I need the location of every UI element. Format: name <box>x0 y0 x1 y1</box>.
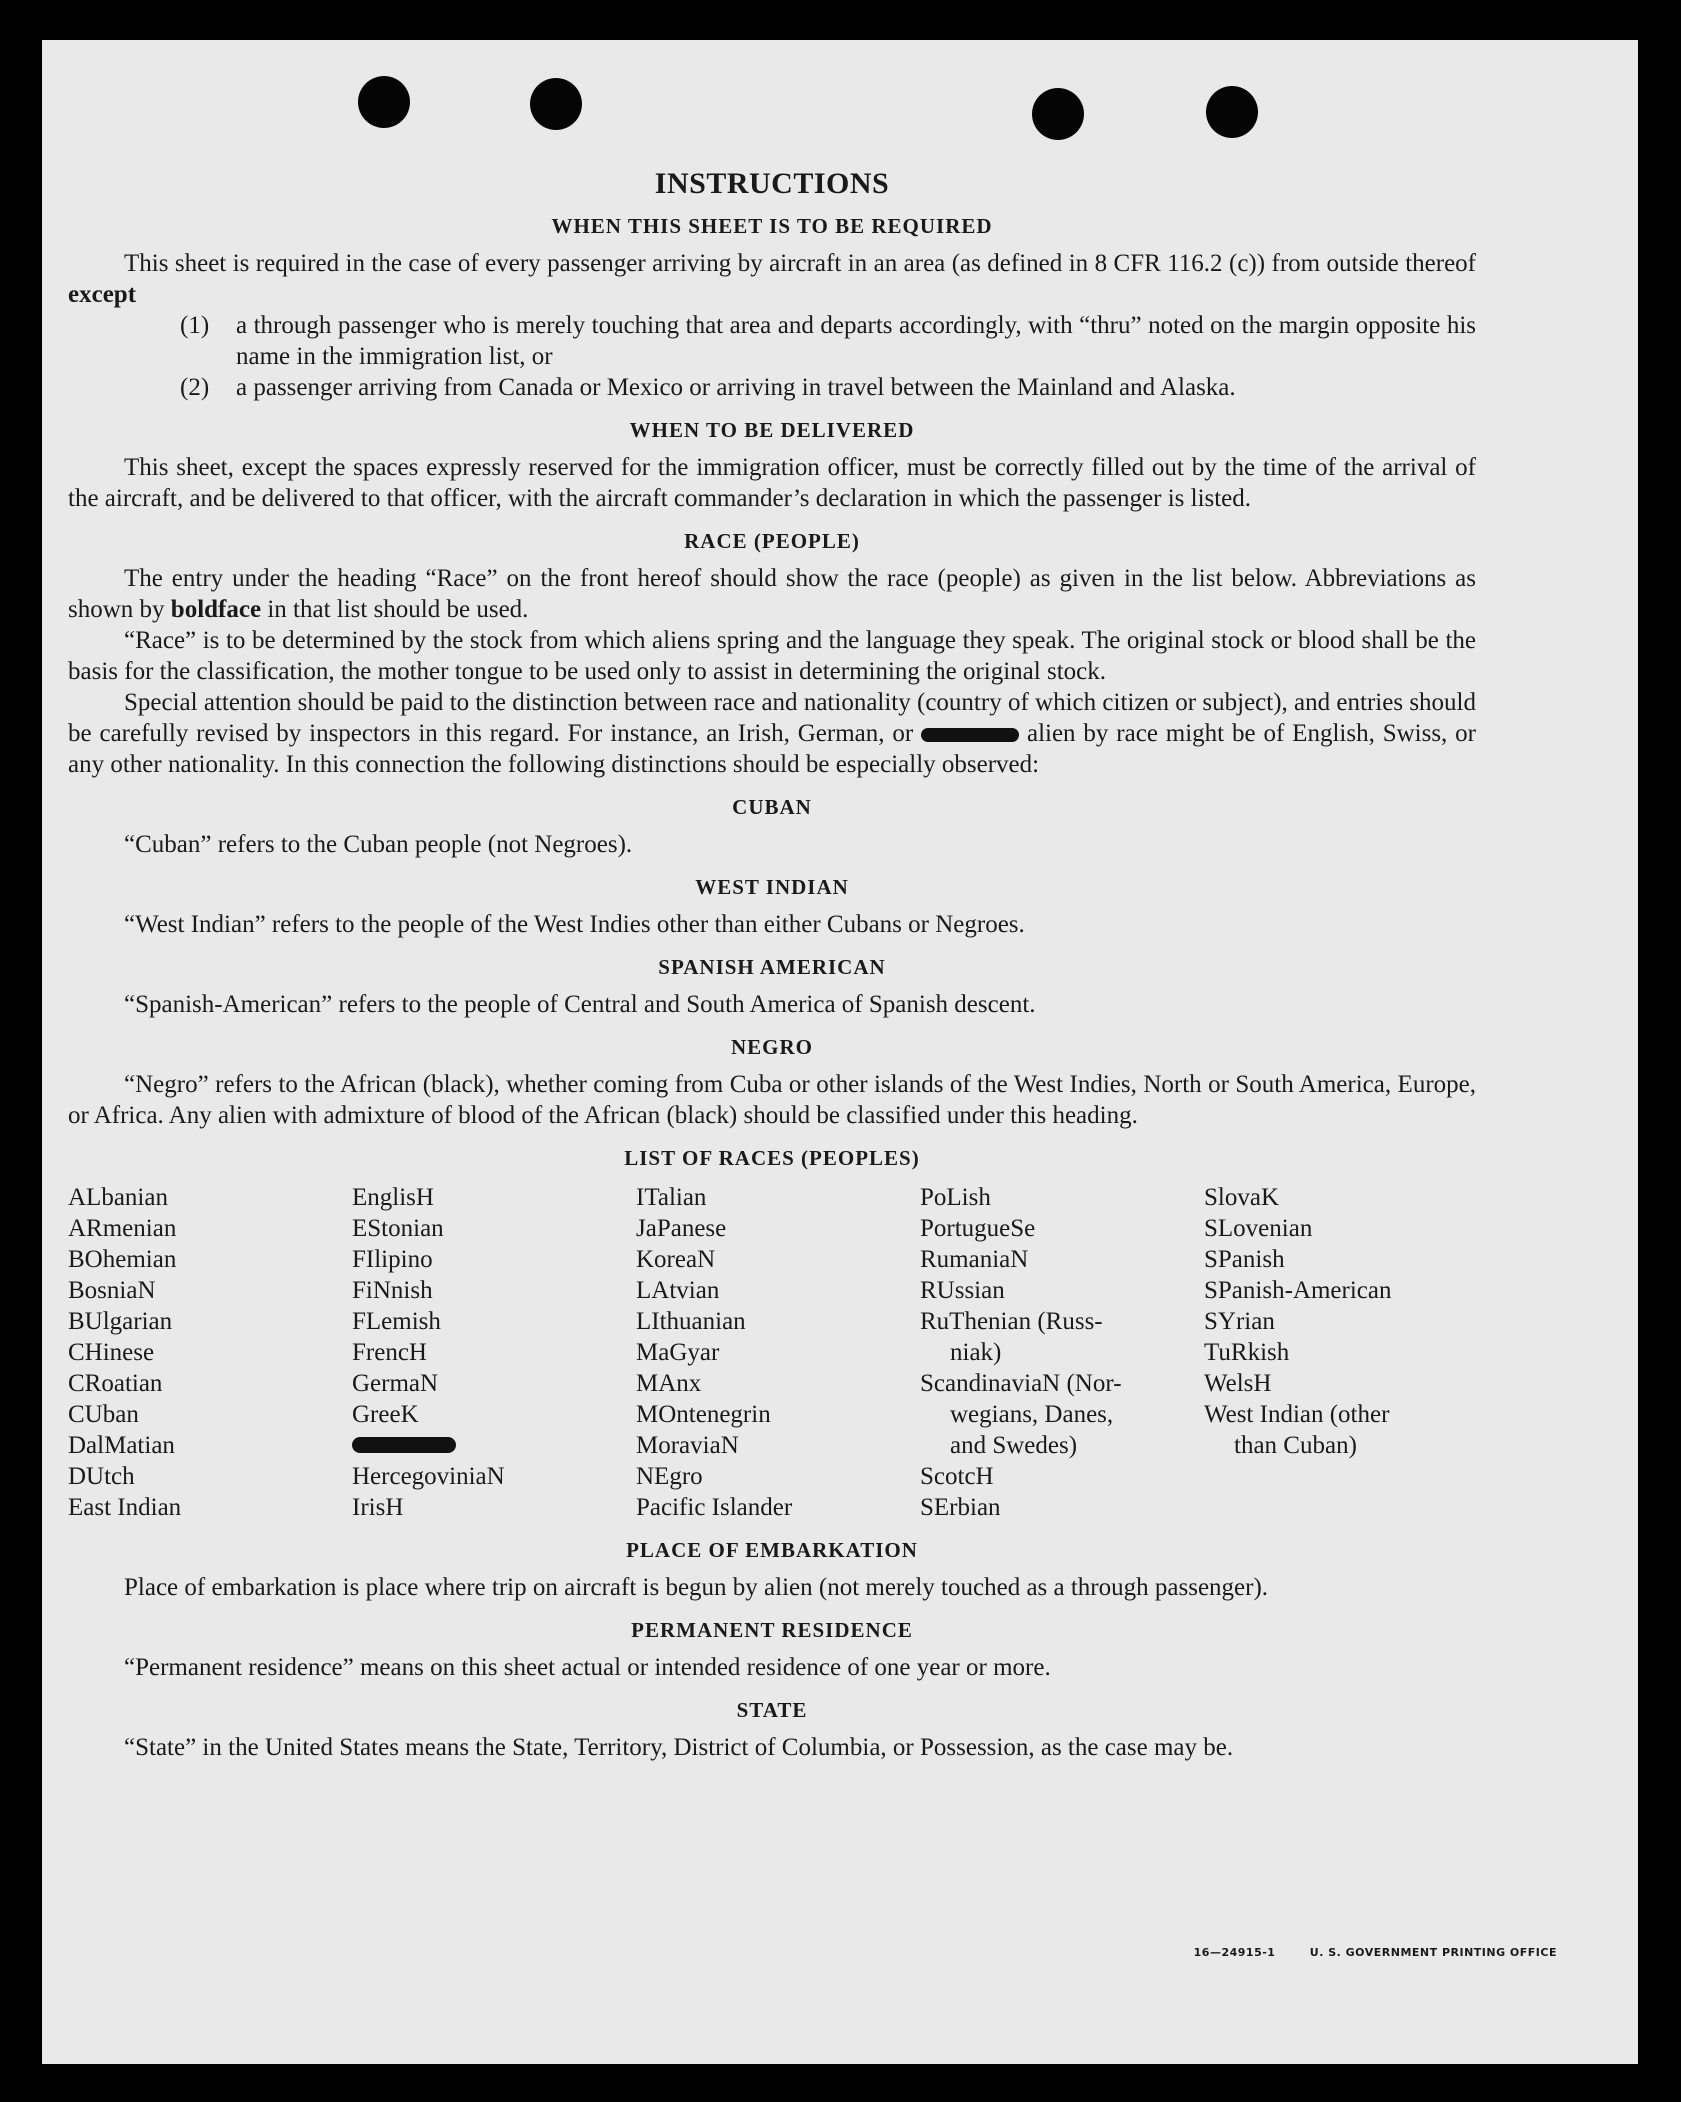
race-entry: EStonian <box>352 1215 444 1242</box>
redaction-mark <box>352 1437 456 1453</box>
paragraph: “State” in the United States means the State, Territory, District of Columbia, or Possession, as the case may be. <box>124 1734 1234 1761</box>
race-entry: PortugueSe <box>920 1215 1036 1242</box>
race-entry: SYrian <box>1204 1308 1275 1335</box>
race-entry: RuThenian (Russ- <box>920 1308 1103 1335</box>
race-entry: ALbanian <box>68 1184 168 1211</box>
section-heading: NEGRO <box>730 1035 813 1059</box>
race-entry-continued: than Cuban) <box>1234 1432 1357 1459</box>
section-heading: WHEN THIS SHEET IS TO BE REQUIRED <box>551 214 993 238</box>
race-entry: KoreaN <box>636 1246 716 1273</box>
race-entry: SlovaK <box>1204 1184 1279 1211</box>
section-heading: WEST INDIAN <box>695 875 849 899</box>
race-entry: ScotcH <box>920 1463 994 1490</box>
paragraph: “Race” is to be determined by the stock from which aliens spring and the language they speak. The original stock or blood shall be the basis for the classification, the mother tongue to be used only to assist in determining the original stock. <box>68 627 1476 685</box>
race-entry-continued: niak) <box>950 1339 1002 1366</box>
section-heading: PLACE OF EMBARKATION <box>626 1538 918 1562</box>
paragraph: “Cuban” refers to the Cuban people (not Negroes). <box>124 831 633 858</box>
form-number: 16—24915-1 <box>1193 1946 1276 1959</box>
section-heading: CUBAN <box>732 795 812 819</box>
race-entry-redacted <box>352 1430 624 1461</box>
paragraph <box>68 687 1476 780</box>
race-entry: GermaN <box>352 1370 439 1397</box>
race-text: Special attention should be paid to the distinction between race and nationality (country of which citizen or subject), and entries should be carefully revised by inspectors in this regard. For instance, an Irish, German, or <box>68 689 1476 747</box>
race-entry: SErbian <box>920 1494 1001 1521</box>
paragraph: Place of embarkation is place where trip on aircraft is begun by alien (not merely touched as a through passenger). <box>124 1574 1269 1601</box>
races-column <box>636 1182 908 1523</box>
races-column <box>1204 1182 1476 1523</box>
condition-number: (2) <box>180 374 210 401</box>
race-entry: DalMatian <box>68 1432 175 1459</box>
printer-footnote <box>1164 1946 1557 1959</box>
race-entry: MaGyar <box>636 1339 720 1366</box>
paragraph: “West Indian” refers to the people of the West Indies other than either Cubans or Negroes. <box>124 911 1025 938</box>
race-entry: ITalian <box>636 1184 707 1211</box>
race-text: alien by race might be of English, Swiss, or any other nationality. In this connection the following distinctions should be especially observed: <box>68 720 1477 778</box>
punch-hole <box>530 78 582 130</box>
races-list <box>68 1182 1476 1523</box>
races-column <box>352 1182 624 1523</box>
race-entry: SPanish <box>1204 1246 1285 1273</box>
punch-hole <box>1032 88 1084 140</box>
punch-hole <box>358 76 410 128</box>
races-column <box>68 1182 340 1523</box>
race-entry: ARmenian <box>68 1215 177 1242</box>
race-entry: West Indian (other <box>1204 1401 1390 1428</box>
race-entry: EnglisH <box>352 1184 434 1211</box>
race-entry: LAtvian <box>636 1277 720 1304</box>
race-entry-continued: wegians, Danes, <box>950 1401 1114 1428</box>
races-column <box>920 1182 1192 1523</box>
race-entry: JaPanese <box>636 1215 727 1242</box>
condition-number: (1) <box>180 312 210 339</box>
race-entry: MOntenegrin <box>636 1401 771 1428</box>
paragraph: This sheet, except the spaces expressly reserved for the immigration officer, must be correctly filled out by the time of the arrival of the aircraft, and be delivered to that officer, with the aircraft commander’s declaration in which the passenger is listed. <box>68 454 1476 512</box>
condition-text: a passenger arriving from Canada or Mexico or arriving in travel between the Mainland and Alaska. <box>236 374 1236 401</box>
race-entry: MAnx <box>636 1370 702 1397</box>
except-word: except <box>68 281 137 308</box>
race-entry: MoraviaN <box>636 1432 739 1459</box>
race-entry: ScandinaviaN (Nor- <box>920 1370 1122 1397</box>
paragraph: “Permanent residence” means on this sheet actual or intended residence of one year or more. <box>124 1654 1051 1681</box>
race-entry: FLemish <box>352 1308 441 1335</box>
race-entry: LIthuanian <box>636 1308 746 1335</box>
section-heading: STATE <box>736 1698 808 1722</box>
condition-text: a through passenger who is merely touching that area and departs accordingly, with “thru” noted on the margin opposite his name in the immigration list, or <box>236 312 1476 370</box>
condition-item <box>180 310 1476 372</box>
redaction-mark <box>921 728 1019 742</box>
race-entry: DUtch <box>68 1463 135 1490</box>
race-entry: IrisH <box>352 1494 404 1521</box>
section-heading: LIST OF RACES (PEOPLES) <box>624 1146 920 1170</box>
section-heading: RACE (PEOPLE) <box>684 529 860 553</box>
paragraph <box>68 248 1476 310</box>
race-entry: HercegoviniaN <box>352 1463 505 1490</box>
paragraph: “Spanish-American” refers to the people of Central and South America of Spanish descent. <box>124 991 1036 1018</box>
race-entry: BUlgarian <box>68 1308 173 1335</box>
race-entry: BOhemian <box>68 1246 177 1273</box>
race-entry: CUban <box>68 1401 139 1428</box>
race-entry: GreeK <box>352 1401 419 1428</box>
paragraph: “Negro” refers to the African (black), whether coming from Cuba or other islands of the West Indies, North or South America, Europe, or Africa. Any alien with admixture of blood of the African (black) should be classified under this heading. <box>68 1071 1476 1129</box>
race-entry: FiNnish <box>352 1277 433 1304</box>
race-entry: TuRkish <box>1204 1339 1290 1366</box>
race-entry: SLovenian <box>1204 1215 1313 1242</box>
punch-hole <box>1206 86 1258 138</box>
race-text: The entry under the heading “Race” on the front hereof should show the race (people) as given in the list below. Abbreviations as shown by <box>68 565 1476 623</box>
race-text: in that list should be used. <box>267 596 529 623</box>
race-entry: WelsH <box>1204 1370 1272 1397</box>
race-entry: PoLish <box>920 1184 991 1211</box>
race-entry: CHinese <box>68 1339 155 1366</box>
race-entry: NEgro <box>636 1463 703 1490</box>
race-entry: East Indian <box>68 1494 182 1521</box>
required-intro: This sheet is required in the case of every passenger arriving by aircraft in an area (as defined in 8 CFR 116.2 (c)) from outside thereof <box>124 250 1476 277</box>
race-entry: RUssian <box>920 1277 1005 1304</box>
section-heading: WHEN TO BE DELIVERED <box>629 418 915 442</box>
document-body <box>68 168 1476 1763</box>
section-heading: SPANISH AMERICAN <box>658 955 886 979</box>
race-entry: Pacific Islander <box>636 1494 793 1521</box>
section-heading: PERMANENT RESIDENCE <box>631 1618 913 1642</box>
printer-name: U. S. GOVERNMENT PRINTING OFFICE <box>1309 1946 1557 1959</box>
page-title: INSTRUCTIONS <box>654 167 890 200</box>
race-entry: FrencH <box>352 1339 427 1366</box>
race-entry-continued: and Swedes) <box>950 1432 1078 1459</box>
boldface-word: boldface <box>170 596 262 623</box>
race-entry: RumaniaN <box>920 1246 1029 1273</box>
race-entry: CRoatian <box>68 1370 163 1397</box>
paragraph <box>68 563 1476 625</box>
condition-item <box>180 372 1476 403</box>
race-entry: FIlipino <box>352 1246 433 1273</box>
race-entry: BosniaN <box>68 1277 156 1304</box>
race-entry: SPanish-American <box>1204 1277 1392 1304</box>
